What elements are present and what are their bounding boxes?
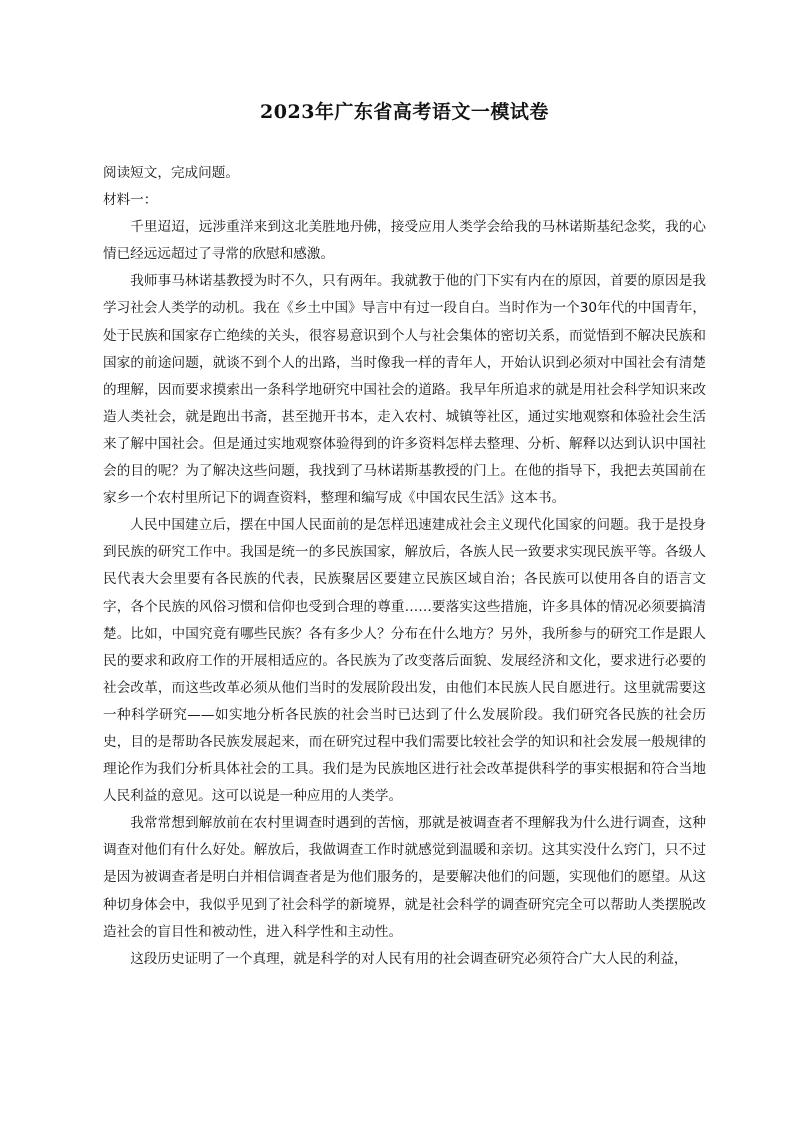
document-body	[103, 160, 706, 973]
paragraph-3: 人民中国建立后，摆在中国人民面前的是怎样迅速建成社会主义现代化国家的问题。我于是投身到民族的研究工作中。我国是统一的多民族国家，解放后，各族人民一致要求实现民族平等。各级人民代表大会里要有各民族的代表，民族聚居区要建立民族区域自治；各民族可以使用各自的语言文字，各个民族的风俗习惯和信仰也受到合理的尊重……要落实这些措施，许多具体的情况必须要搞清楚。比如，中国究竟有哪些民族？各有多少人？分布在什么地方？另外，我所参与的研究工作是跟人民的要求和政府工作的开展相适应的。各民族为了改变落后面貌、发展经济和文化，要求进行必要的社会改革，而这些改革必须从他们当时的发展阶段出发，由他们本民族人民自愿进行。这里就需要这一种科学研究——如实地分析各民族的社会当时已达到了什么发展阶段。我们研究各民族的社会历史，目的是帮助各民族发展起来，而在研究过程中我们需要比较社会学的知识和社会发展一般规律的理论作为我们分析具体社会的工具。我们是为民族地区进行社会改革提供科学的事实根据和符合当地人民利益的意见。这可以说是一种应用的人类学。	[103, 517, 706, 805]
document-page	[103, 0, 706, 1123]
paragraph-1: 千里迢迢，远涉重洋来到这北美胜地丹佛，接受应用人类学会给我的马林诺斯基纪念奖，我的心情已经远远超过了寻常的欣慰和感激。	[103, 219, 706, 263]
paragraph-5: 这段历史证明了一个真理，就是科学的对人民有用的社会调查研究必须符合广大人民的利益，	[130, 950, 688, 967]
paragraph-4: 我常常想到解放前在农村里调查时遇到的苦恼，那就是被调查者不理解我为什么进行调查，这种调查对他们有什么好处。解放后，我做调查工作时就感觉到温暖和亲切。这其实没什么窍门，只不过是因为被调查者是明白并相信调查者是为他们服务的，是要解决他们的问题，实现他们的愿望。从这种切身体会中，我似乎见到了社会科学的新境界，就是社会科学的调查研究完全可以帮助人类摆脱改造社会的盲目性和被动性，进入科学性和主动性。	[103, 815, 706, 940]
material-label: 材料一：	[103, 192, 158, 209]
paragraph-2: 我师事马林诺基教授为时不久，只有两年。我就教于他的门下实有内在的原因，首要的原因是我学习社会人类学的动机。我在《乡土中国》导言中有过一段自白。当时作为一个30年代的中国青年，处于民族和国家存亡绝续的关头，很容易意识到个人与社会集体的密切关系，而觉悟到不解决民族和国家的前途问题，就谈不到个人的出路，当时像我一样的青年人，开始认识到必须对中国社会有清楚的理解，因而要求摸索出一条科学地研究中国社会的道路。我早年所追求的就是用社会科学知识来改造人类社会，就是跑出书斋，甚至抛开书本，走入农村、城镇等社区，通过实地观察和体验社会生活来了解中国社会。但是通过实地观察体验得到的许多资料怎样去整理、分析、解释以达到认识中国社会的目的呢？为了解决这些问题，我找到了马林诺斯基教授的门上。在他的指导下，我把去英国前在家乡一个农村里所记下的调查资料，整理和编写成《中国农民生活》这本书。	[103, 273, 706, 507]
page-title: 2023年广东省高考语文一模试卷	[260, 101, 549, 123]
instruction-text: 阅读短文，完成问题。	[103, 165, 239, 181]
